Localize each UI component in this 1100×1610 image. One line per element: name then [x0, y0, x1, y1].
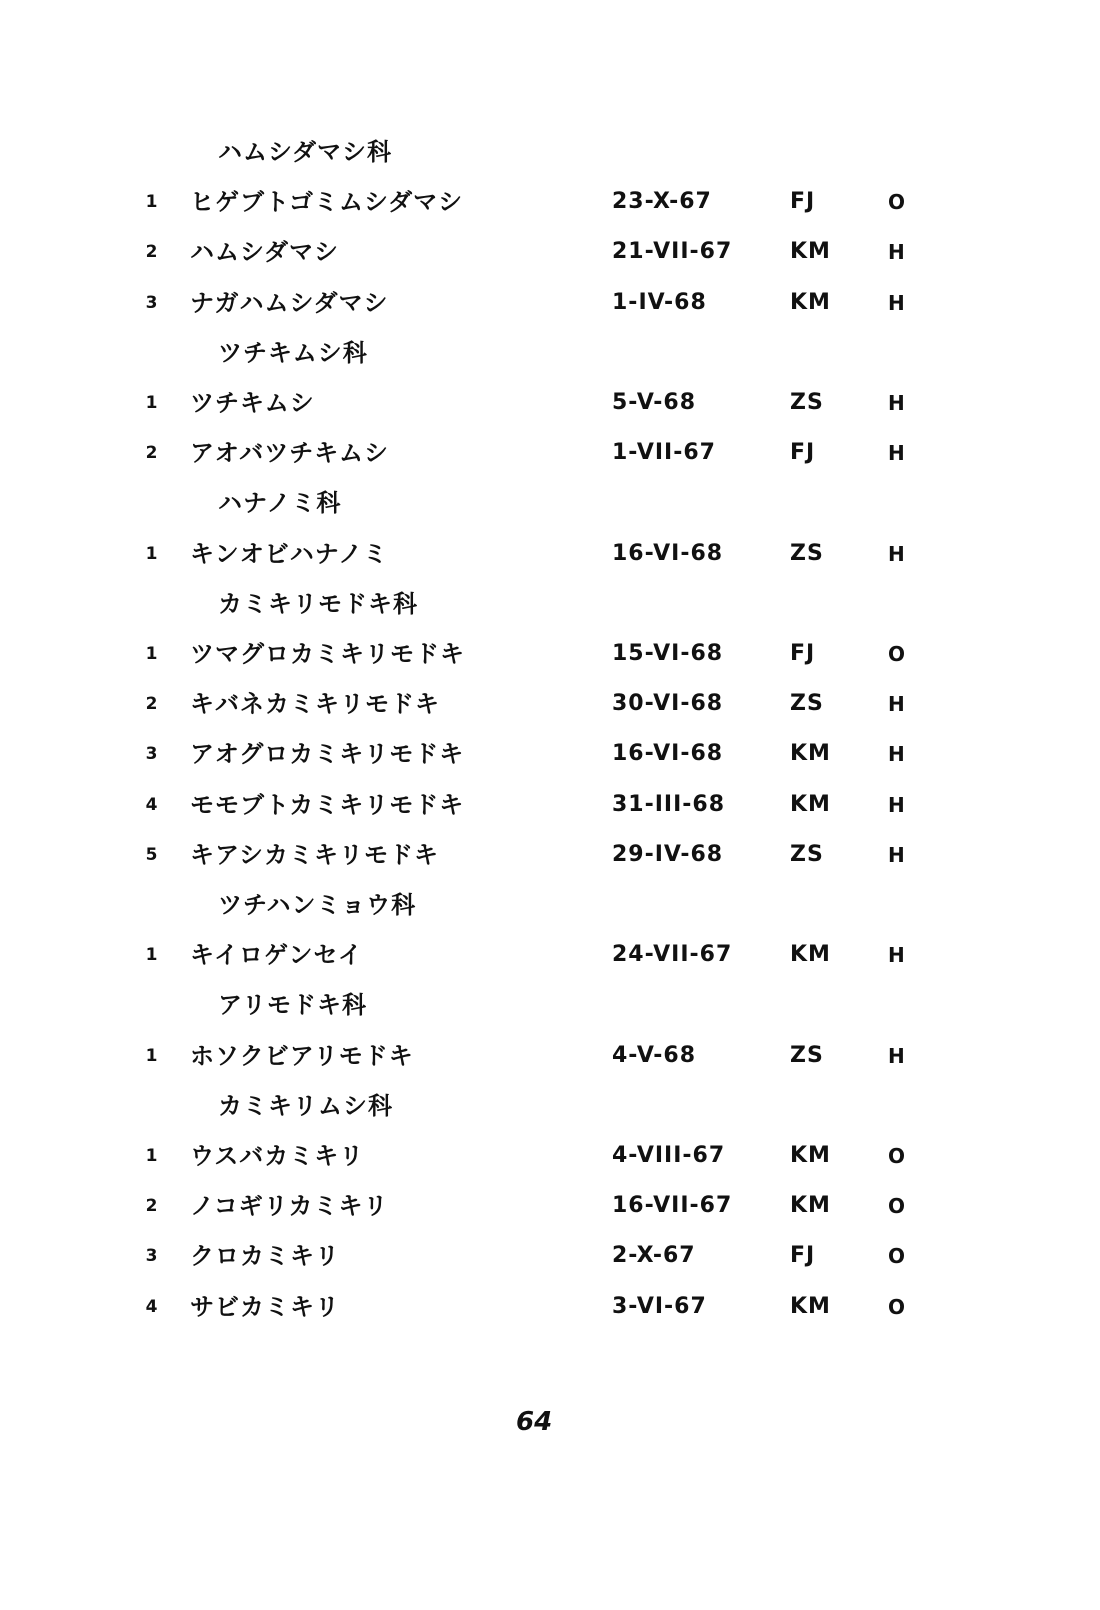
family-name: アリモドキ科: [218, 991, 368, 1020]
status-mark: H: [888, 943, 906, 968]
species-number: 1: [145, 543, 159, 564]
status-mark: O: [888, 1194, 907, 1219]
species-number: 4: [145, 794, 159, 815]
collection-date: 4-V-68: [612, 1042, 697, 1068]
status-mark: H: [888, 240, 906, 265]
species-number: 1: [145, 945, 159, 966]
species-name: ノコギリカミキリ: [190, 1192, 389, 1221]
species-number: 2: [145, 242, 159, 263]
species-name: ヒゲブトゴミムシダマシ: [190, 188, 464, 217]
status-mark: H: [888, 1043, 906, 1068]
family-heading: [0, 127, 1100, 177]
species-row: [0, 1181, 1100, 1231]
collection-date: 16-VI-68: [612, 540, 724, 566]
species-number: 5: [145, 844, 159, 865]
species-number: 2: [145, 443, 159, 464]
family-name: ハナノミ科: [218, 489, 342, 518]
collector-code: ZS: [790, 841, 824, 867]
collection-date: 15-VI-68: [612, 641, 724, 666]
species-name: ハムシダマシ: [190, 238, 340, 267]
species-name: クロカミキリ: [190, 1242, 340, 1271]
species-number: 1: [145, 192, 159, 213]
status-mark: H: [888, 441, 906, 466]
family-heading: [0, 880, 1100, 930]
species-row: [0, 1131, 1100, 1181]
collection-date: 16-VI-68: [612, 741, 724, 767]
species-name: ツチキムシ: [190, 389, 315, 417]
collection-date: 24-VII-67: [612, 942, 733, 968]
species-row: [0, 1031, 1100, 1081]
species-number: 1: [145, 644, 159, 664]
status-mark: H: [888, 290, 906, 315]
collector-code: KM: [790, 942, 831, 968]
species-name: アオグロカミキリモドキ: [190, 740, 465, 769]
species-name: ウスバカミキリ: [190, 1142, 365, 1170]
status-mark: O: [888, 1144, 907, 1168]
collector-code: ZS: [790, 1042, 824, 1068]
status-mark: H: [888, 541, 906, 566]
collector-code: FJ: [790, 1243, 816, 1269]
collection-date: 30-VI-68: [612, 691, 724, 717]
family-name: カミキリモドキ科: [218, 589, 418, 618]
species-row: [0, 278, 1100, 328]
status-mark: O: [888, 642, 907, 666]
species-row: [0, 428, 1100, 478]
species-name: キイロゲンセイ: [190, 941, 363, 970]
species-name: ホソクビアリモドキ: [190, 1041, 414, 1070]
species-row: [0, 227, 1100, 277]
species-row: [0, 930, 1100, 980]
collection-date: 21-VII-67: [612, 239, 733, 265]
species-number: 2: [145, 694, 159, 715]
collector-code: ZS: [790, 691, 824, 717]
species-row: [0, 629, 1100, 679]
status-mark: H: [888, 692, 906, 717]
family-heading: [0, 980, 1100, 1030]
species-number: 4: [145, 1296, 159, 1317]
species-row: [0, 830, 1100, 880]
species-row: [0, 177, 1100, 227]
family-heading: [0, 478, 1100, 528]
species-row: [0, 1282, 1100, 1332]
status-mark: O: [888, 1294, 907, 1319]
species-row: [0, 529, 1100, 579]
family-name: カミキリムシ科: [218, 1091, 393, 1120]
species-number: 1: [145, 393, 159, 413]
family-heading: [0, 579, 1100, 629]
family-heading: [0, 328, 1100, 378]
collector-code: KM: [790, 289, 831, 315]
collector-code: KM: [790, 1143, 831, 1168]
collection-date: 4-VIII-67: [612, 1143, 726, 1168]
family-heading: [0, 1081, 1100, 1131]
species-number: 3: [145, 1246, 159, 1267]
species-row: [0, 780, 1100, 830]
collection-date: 5-V-68: [612, 390, 697, 415]
collector-code: FJ: [790, 440, 816, 466]
species-number: 1: [145, 1045, 159, 1066]
collection-date: 29-IV-68: [612, 841, 724, 867]
species-name: キバネカミキリモドキ: [190, 690, 440, 719]
species-row: [0, 729, 1100, 779]
collection-date: 31-III-68: [612, 791, 726, 817]
collector-code: KM: [790, 239, 831, 265]
collection-date: 1-VII-67: [612, 440, 716, 466]
page-number: 64: [516, 1407, 553, 1437]
collector-code: KM: [790, 1193, 831, 1219]
collector-code: FJ: [790, 641, 816, 666]
species-number: 1: [145, 1146, 159, 1166]
species-number: 2: [145, 1196, 159, 1217]
collection-date: 23-X-67: [612, 189, 712, 215]
species-row: [0, 378, 1100, 428]
family-name: ツチキムシ科: [218, 338, 368, 367]
species-name: ツマグロカミキリモドキ: [190, 640, 465, 668]
species-name: キンオビハナノミ: [190, 539, 389, 568]
collector-code: ZS: [790, 390, 824, 415]
family-name: ツチハンミョウ科: [218, 891, 417, 919]
collector-code: KM: [790, 741, 831, 767]
collector-code: KM: [790, 1293, 831, 1319]
collection-date: 2-X-67: [612, 1243, 696, 1269]
species-name: ナガハムシダマシ: [190, 288, 389, 317]
collector-code: KM: [790, 791, 831, 817]
collection-date: 3-VI-67: [612, 1293, 707, 1319]
species-row: [0, 1231, 1100, 1281]
status-mark: H: [888, 742, 906, 767]
species-name: アオバツチキムシ: [190, 439, 390, 468]
status-mark: O: [888, 190, 907, 215]
status-mark: H: [888, 842, 906, 867]
species-name: サビカミキリ: [190, 1292, 340, 1321]
species-name: モモブトカミキリモドキ: [190, 790, 465, 819]
collection-date: 16-VII-67: [612, 1193, 733, 1219]
status-mark: H: [888, 391, 906, 415]
species-row: [0, 679, 1100, 729]
status-mark: H: [888, 792, 906, 817]
collection-date: 1-IV-68: [612, 289, 707, 315]
species-number: 3: [145, 292, 159, 313]
collector-code: FJ: [790, 189, 816, 215]
collector-code: ZS: [790, 540, 824, 566]
family-name: ハムシダマシ科: [218, 138, 393, 166]
species-number: 3: [145, 744, 159, 765]
status-mark: O: [888, 1244, 907, 1269]
species-name: キアシカミキリモドキ: [190, 840, 440, 869]
